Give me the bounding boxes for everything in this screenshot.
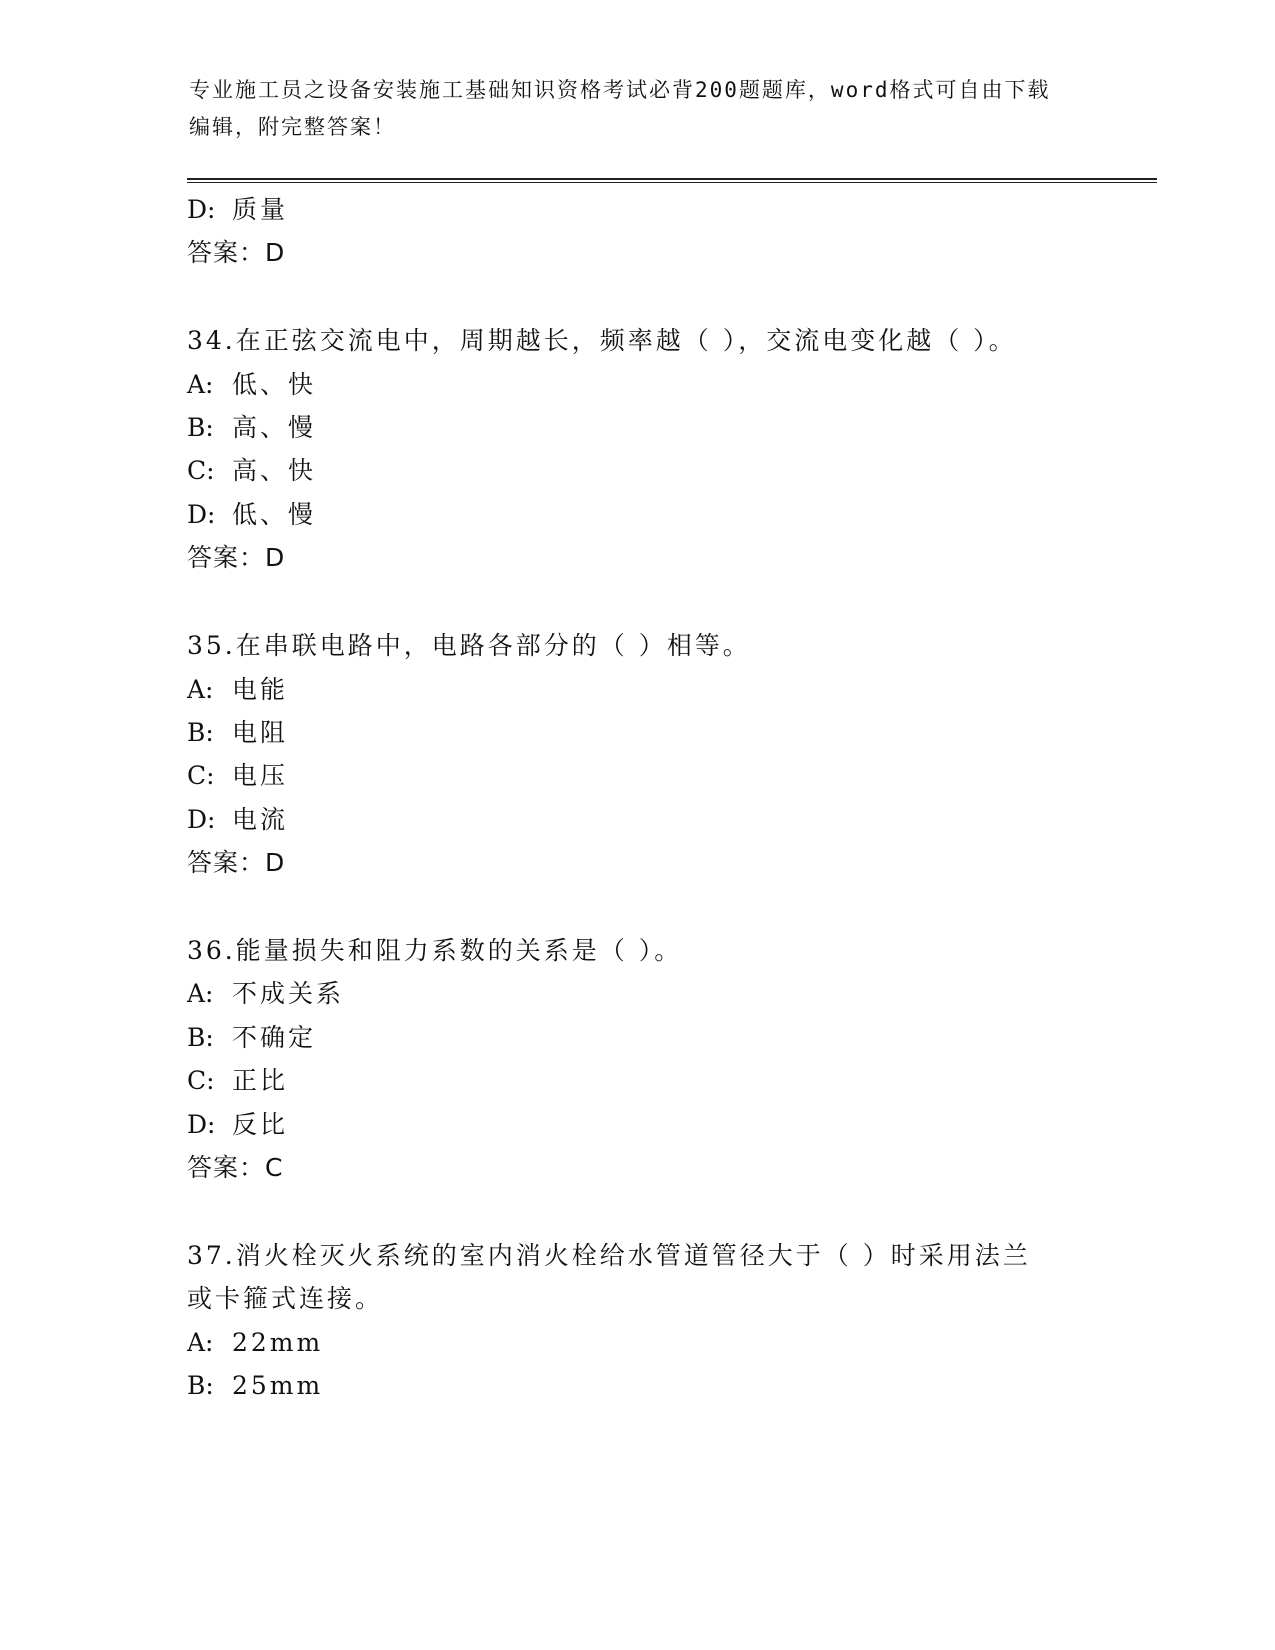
option-letter: B: [187,718,214,747]
option-text: 反比 [232,1110,289,1139]
option-text: 电流 [232,805,289,834]
option-text: 低、慢 [232,500,317,529]
option-d [187,804,288,836]
option-b [187,717,288,749]
page-header: 专业施工员之设备安装施工基础知识资格考试必背200题题库，word格式可自由下载编辑，附完整答案！ [189,78,1051,139]
option-d [187,1109,288,1141]
option-letter: C: [187,1066,215,1095]
answer-line: 答案：C [187,1153,284,1182]
option-text: 低、快 [232,370,317,399]
header-rule [187,178,1157,183]
option-letter: A: [187,675,214,704]
answer-line: 答案：D [187,238,286,267]
question-stem: 37.消火栓灭火系统的室内消火栓给水管道管径大于（ ）时采用法兰 [187,1241,1031,1270]
option-text: 高、慢 [232,413,317,442]
question-stem: 35.在串联电路中，电路各部分的（ ）相等。 [187,631,751,660]
option-a [187,674,288,706]
option-letter: B: [187,1371,214,1400]
option-letter: A: [187,1328,214,1357]
option-letter: D: [187,500,216,529]
option-letter: D: [187,195,216,224]
option-letter: D: [187,805,216,834]
option-a [187,1327,323,1359]
option-b [187,1370,323,1402]
option-a [187,369,316,401]
option-text: 不成关系 [232,979,345,1008]
question-stem: 34.在正弦交流电中，周期越长，频率越（ ），交流电变化越（ ）。 [187,326,1017,355]
option-text: 电压 [232,761,289,790]
option-letter: A: [187,979,214,1008]
option-text: 22mm [232,1328,324,1357]
option-letter: C: [187,456,215,485]
option-a [187,978,344,1010]
answer-line: 答案：D [187,543,286,572]
option-text: 质量 [232,195,289,224]
option-b [187,1022,316,1054]
option-letter: B: [187,1023,214,1052]
option-c [187,455,316,487]
option-letter: C: [187,761,215,790]
answer-line: 答案：D [187,848,286,877]
option-c [187,1065,288,1097]
option-text: 电能 [232,675,289,704]
option-letter: A: [187,370,214,399]
option-d [187,194,288,226]
option-text: 正比 [232,1066,289,1095]
option-letter: D: [187,1110,216,1139]
option-d [187,499,316,531]
question-stem: 36.能量损失和阻力系数的关系是（ ）。 [187,936,683,965]
option-text: 高、快 [232,456,317,485]
option-text: 25mm [232,1371,324,1400]
option-b [187,412,316,444]
option-letter: B: [187,413,214,442]
option-text: 不确定 [232,1023,317,1052]
question-stem-continued: 或卡箍式连接。 [187,1284,384,1313]
option-text: 电阻 [232,718,289,747]
option-c [187,760,288,792]
